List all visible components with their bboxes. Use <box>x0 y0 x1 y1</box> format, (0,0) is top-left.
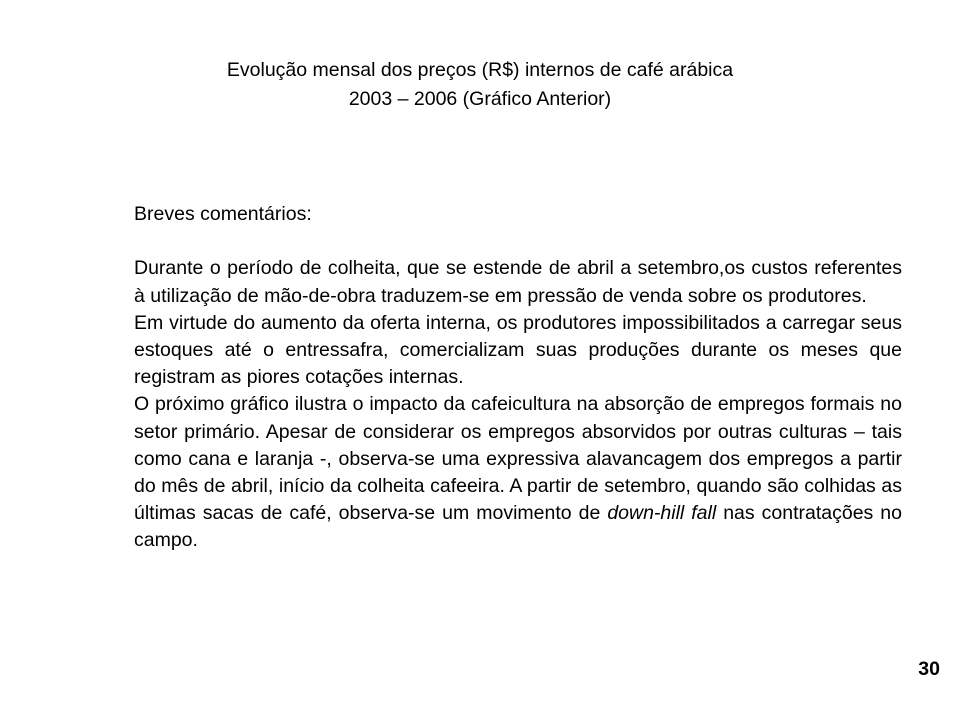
title-line-1: Evolução mensal dos preços (R$) internos de café arábica <box>226 59 734 81</box>
page-number: 30 <box>918 658 940 680</box>
comments-heading: Breves comentários: <box>134 203 312 225</box>
comments-paragraph-2: Em virtude do aumento da oferta interna, os produtores impossibilitados a carregar seus estoques até o entressafra, comercializam suas produções durante os meses que registram as piores cotações internas. <box>134 311 902 389</box>
comments-paragraph-3 <box>134 391 902 554</box>
paragraph-3-text-end: nas contratações no campo. <box>134 502 902 552</box>
page-title <box>0 56 960 114</box>
title-line-2: 2003 – 2006 (Gráfico Anterior) <box>348 88 612 110</box>
paragraph-3-italic-term: down-hill fall <box>607 502 717 525</box>
comments-section <box>134 201 902 555</box>
paragraph-3-text-start: O próximo gráfico ilustra o impacto da cafeicultura na absorção de empregos formais no setor primário. Apesar de considerar os empregos absorvidos por outras culturas – tais como cana e laranja -, observa-se uma expressiva alavancagem dos empregos a partir do mês de abril, início da colheita cafeeira. A partir de setembro, quando são colhidas as últimas sacas de café, observa-se um movimento de <box>134 393 902 525</box>
comments-paragraph-1: Durante o período de colheita, que se estende de abril a setembro,os custos referentes à utilização de mão-de-obra traduzem-se em pressão de venda sobre os produtores. <box>134 257 902 307</box>
